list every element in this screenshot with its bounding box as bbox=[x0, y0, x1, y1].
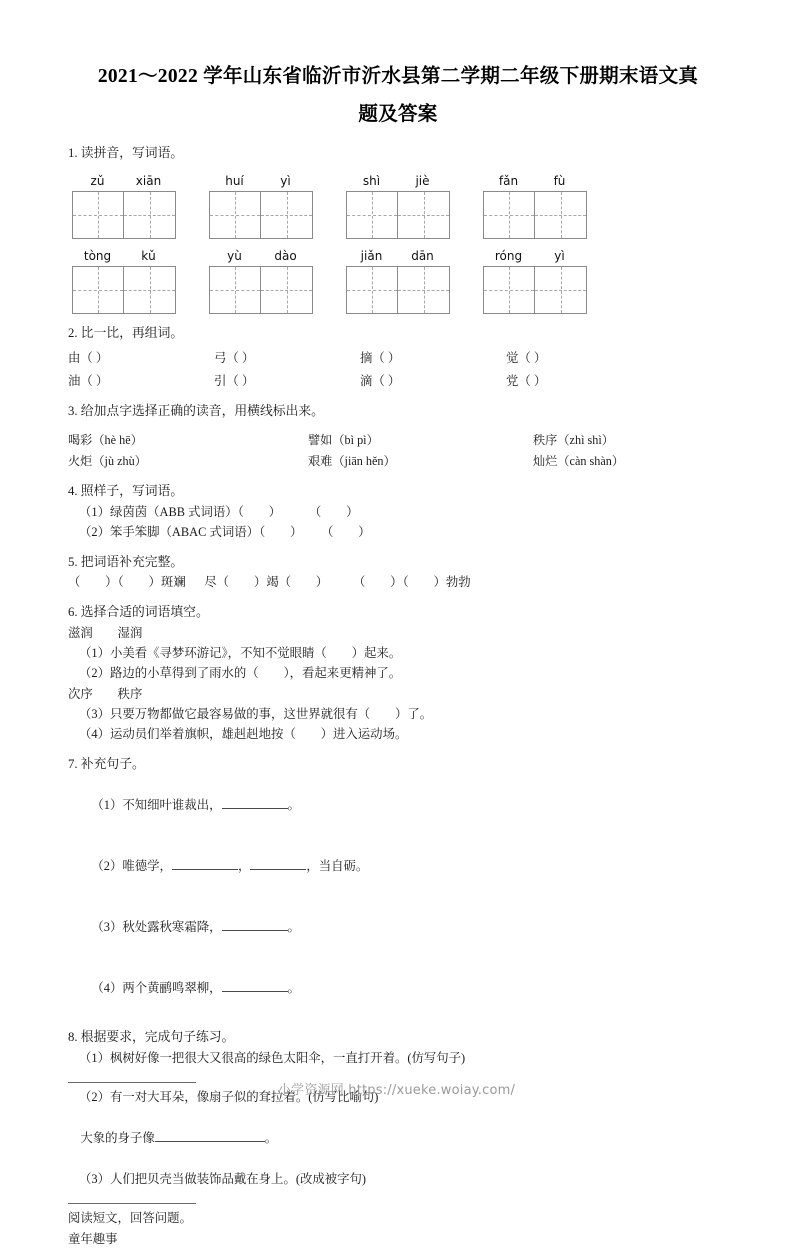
word-blank[interactable]: 滴（ ） bbox=[360, 373, 401, 388]
watermark: 小学资源网 https://xueke.woiay.com/ bbox=[277, 1083, 516, 1098]
word-blank[interactable]: 引（ ） bbox=[214, 373, 255, 388]
tianzige-cell[interactable] bbox=[73, 267, 124, 313]
tone-choice-item[interactable]: 灿烂（càn shàn） bbox=[533, 454, 625, 469]
tianzige-group bbox=[483, 174, 587, 239]
question-6-word-bank-2: 次序 秩序 bbox=[68, 686, 143, 701]
page-title bbox=[68, 0, 728, 134]
sentence-mid: ， bbox=[237, 858, 251, 873]
sentence-suffix: ，当自砺。 bbox=[306, 858, 369, 873]
tianzige-cell[interactable] bbox=[398, 192, 449, 238]
pinyin-label: tòng bbox=[83, 248, 112, 263]
word-blank[interactable]: 由（ ） bbox=[68, 351, 109, 366]
question-5-blanks[interactable]: （ ）（ ）斑斓 尽（ ）竭（ ） （ ）（ ）勃勃 bbox=[68, 575, 471, 590]
pinyin-label: dān bbox=[411, 248, 434, 263]
reading-section-heading: 阅读短文，回答问题。 bbox=[68, 1211, 192, 1226]
sentence-prefix: （4）两个黄鹂鸣翠柳， bbox=[91, 980, 222, 995]
question-1-heading: 1. 读拼音，写词语。 bbox=[68, 146, 184, 161]
pinyin-row bbox=[346, 174, 450, 191]
tianzige-group bbox=[483, 249, 587, 314]
tianzige-cell[interactable] bbox=[535, 267, 586, 313]
tianzige-group bbox=[209, 174, 313, 239]
sentence-suffix: 。 bbox=[264, 1131, 278, 1146]
tone-choice-row bbox=[68, 430, 728, 451]
question-6-item-1[interactable]: （1）小美看《寻梦环游记》，不知不觉眼睛（ ）起来。 bbox=[79, 645, 402, 660]
sentence-suffix: 。 bbox=[287, 980, 300, 995]
question-3-heading: 3. 给加点字选择正确的读音，用横线标出来。 bbox=[68, 403, 324, 418]
tianzige-cells[interactable] bbox=[209, 191, 313, 239]
question-8-item-2: （2）有一对大耳朵，像扇子似的耷拉着。(仿写比喻句) bbox=[79, 1090, 379, 1105]
tianzige-cells[interactable] bbox=[72, 266, 176, 314]
pinyin-row bbox=[483, 174, 587, 191]
tianzige-cell[interactable] bbox=[261, 267, 312, 313]
pinyin-row bbox=[209, 249, 313, 266]
fill-blank[interactable] bbox=[222, 979, 288, 992]
tone-choice-item[interactable]: 火炬（jù zhù） bbox=[68, 454, 147, 469]
question-1-grid-row-1 bbox=[68, 174, 728, 239]
tianzige-cell[interactable] bbox=[484, 267, 535, 313]
pinyin-row bbox=[209, 174, 313, 191]
fill-blank[interactable] bbox=[222, 796, 288, 809]
question-6-heading: 6. 选择合适的词语填空。 bbox=[68, 604, 209, 619]
question-7-item-4 bbox=[68, 957, 728, 1018]
question-3-options bbox=[68, 430, 728, 472]
question-7-heading: 7. 补充句子。 bbox=[68, 756, 145, 771]
page-title-line-1: 2021～2022 学年山东省临沂市沂水县第二学期二年级下册期末语文真 bbox=[97, 66, 699, 87]
fill-blank[interactable] bbox=[222, 918, 288, 931]
tianzige-cell[interactable] bbox=[73, 192, 124, 238]
sentence-prefix: （1）不知细叶谁裁出， bbox=[91, 797, 222, 812]
tianzige-cells[interactable] bbox=[209, 266, 313, 314]
word-pair-row bbox=[68, 370, 728, 392]
pinyin-row bbox=[346, 249, 450, 266]
pinyin-label: shì bbox=[362, 173, 381, 188]
word-blank[interactable]: 弓（ ） bbox=[214, 351, 255, 366]
word-blank[interactable]: 油（ ） bbox=[68, 373, 109, 388]
tianzige-group bbox=[72, 249, 176, 314]
word-blank[interactable]: 摘（ ） bbox=[360, 351, 401, 366]
sentence-prefix: （3）秋处露秋寒霜降， bbox=[91, 919, 222, 934]
question-6-item-4[interactable]: （4）运动员们举着旗帜，雄赳赳地按（ ）进入运动场。 bbox=[79, 727, 408, 742]
tianzige-cell[interactable] bbox=[535, 192, 586, 238]
question-4-item-1[interactable]: （1）绿茵茵（ABB 式词语）（ ） （ ） bbox=[79, 505, 359, 520]
tianzige-cell[interactable] bbox=[484, 192, 535, 238]
word-pair-row bbox=[68, 347, 728, 369]
question-8-heading: 8. 根据要求，完成句子练习。 bbox=[68, 1030, 235, 1045]
tianzige-cell[interactable] bbox=[347, 267, 398, 313]
question-8-item-1: （1）枫树好像一把很大又很高的绿色太阳伞，一直打开着。(仿写句子) bbox=[79, 1051, 466, 1066]
question-8-item-3: （3）人们把贝壳当做装饰品戴在身上。(改成被字句) bbox=[79, 1171, 367, 1186]
pinyin-label: yì bbox=[554, 248, 565, 263]
tianzige-cell[interactable] bbox=[398, 267, 449, 313]
tianzige-group bbox=[209, 249, 313, 314]
pinyin-label: yì bbox=[280, 173, 291, 188]
pinyin-label: jiè bbox=[415, 173, 430, 188]
tianzige-group bbox=[72, 174, 176, 239]
question-4-heading: 4. 照样子，写词语。 bbox=[68, 484, 184, 499]
question-8-item-2-answer bbox=[68, 1108, 728, 1169]
tianzige-cell[interactable] bbox=[261, 192, 312, 238]
question-7-item-3 bbox=[68, 896, 728, 957]
tone-choice-row bbox=[68, 451, 728, 472]
sentence-prefix: （2）唯德学， bbox=[91, 858, 172, 873]
tianzige-cells[interactable] bbox=[483, 191, 587, 239]
pinyin-label: jiǎn bbox=[360, 248, 383, 263]
sentence-prefix: 大象的身子像 bbox=[80, 1131, 155, 1146]
tianzige-group bbox=[346, 174, 450, 239]
question-2-pairs bbox=[68, 347, 728, 391]
tianzige-cell[interactable] bbox=[347, 192, 398, 238]
tone-choice-item[interactable]: 譬如（bì pì） bbox=[308, 433, 379, 448]
reading-passage-title: 童年趣事 bbox=[68, 1231, 118, 1246]
word-blank[interactable]: 党（ ） bbox=[506, 373, 547, 388]
fill-blank[interactable] bbox=[250, 857, 306, 870]
pinyin-label: zǔ bbox=[90, 173, 105, 188]
question-2-heading: 2. 比一比，再组词。 bbox=[68, 325, 184, 340]
question-5-heading: 5. 把词语补充完整。 bbox=[68, 554, 184, 569]
tianzige-cell[interactable] bbox=[124, 192, 175, 238]
pinyin-label: dào bbox=[274, 248, 297, 263]
word-blank[interactable]: 觉（ ） bbox=[506, 351, 547, 366]
pinyin-label: huí bbox=[225, 173, 244, 188]
question-4-item-2[interactable]: （2）笨手笨脚（ABAC 式词语）（ ） （ ） bbox=[79, 525, 371, 540]
pinyin-row bbox=[72, 174, 176, 191]
tianzige-cells[interactable] bbox=[483, 266, 587, 314]
tone-choice-item[interactable]: 秩序（zhì shì） bbox=[533, 433, 614, 448]
pinyin-label: xiān bbox=[135, 173, 162, 188]
question-6-word-bank-1: 滋润 湿润 bbox=[68, 625, 143, 640]
question-6-item-3[interactable]: （3）只要万物都做它最容易做的事，这世界就很有（ ）了。 bbox=[79, 706, 433, 721]
question-6-item-2[interactable]: （2）路边的小草得到了雨水的（ ），看起来更精神了。 bbox=[79, 666, 402, 681]
tianzige-cell[interactable] bbox=[210, 267, 261, 313]
answer-line[interactable] bbox=[68, 1203, 196, 1204]
pinyin-label: yù bbox=[227, 248, 242, 263]
fill-blank[interactable] bbox=[155, 1129, 265, 1142]
page-content bbox=[68, 0, 728, 1249]
tianzige-cells[interactable] bbox=[72, 191, 176, 239]
pinyin-label: kǔ bbox=[141, 248, 156, 263]
pinyin-row bbox=[72, 249, 176, 266]
tianzige-cell[interactable] bbox=[210, 192, 261, 238]
question-1-grid-row-2 bbox=[68, 249, 728, 314]
tone-choice-item[interactable]: 艰难（jiān hěn） bbox=[308, 454, 396, 469]
pinyin-row bbox=[483, 249, 587, 266]
page-title-line-2: 题及答案 bbox=[358, 104, 438, 126]
sentence-suffix: 。 bbox=[287, 797, 300, 812]
tianzige-cells[interactable] bbox=[346, 266, 450, 314]
pinyin-label: róng bbox=[494, 248, 523, 263]
question-7-item-1 bbox=[68, 774, 728, 835]
pinyin-label: fù bbox=[553, 173, 566, 188]
fill-blank[interactable] bbox=[172, 857, 238, 870]
question-7-item-2 bbox=[68, 835, 728, 896]
pinyin-label: fǎn bbox=[498, 173, 519, 188]
sentence-suffix: 。 bbox=[287, 919, 300, 934]
tone-choice-item[interactable]: 喝彩（hè hē） bbox=[68, 433, 143, 448]
tianzige-cells[interactable] bbox=[346, 191, 450, 239]
tianzige-group bbox=[346, 249, 450, 314]
tianzige-cell[interactable] bbox=[124, 267, 175, 313]
